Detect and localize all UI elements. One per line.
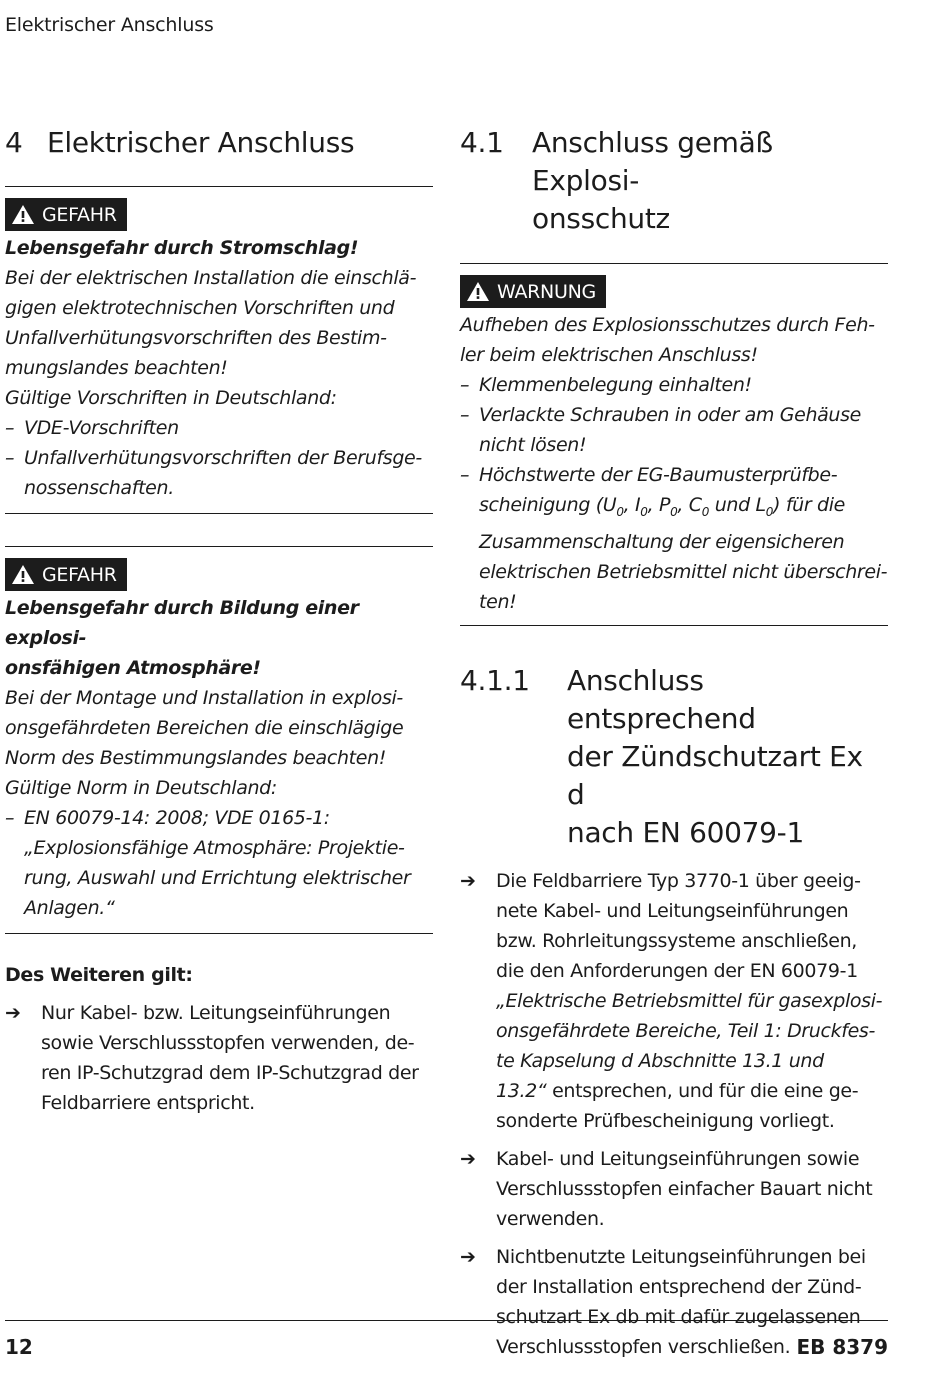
warning-badge (460, 275, 606, 308)
list-item: ➔ Die Feldbarriere Typ 3770-1 über geeig- nete Kabel- und Leitungseinführungen bzw. Rohrleitungssysteme anschließen, die den Anforderungen der EN 60079-1 „Elektrische Betriebsmittel für gasexplosi- onsgefährdete Bereiche, Teil 1: Druckfes- te Kapselung d Abschnitte 13.1 und 13.2“ entsprechen, und für die eine ge- sonderte Prüfbescheinigung vorliegt. (460, 866, 888, 1136)
arrow-icon: ➔ (5, 1002, 21, 1024)
divider (460, 625, 888, 626)
danger-text-line: gigen elektrotechnischen Vorschriften und (5, 297, 395, 319)
warning-notice (460, 264, 888, 617)
subsection-title: Anschluss entsprechend (567, 663, 756, 735)
divider (5, 1320, 888, 1321)
list-item: ➔ Nur Kabel- bzw. Leitungseinführungen sowie Verschlussstopfen verwenden, de- ren IP-Schutzgrad dem IP-Schutzgrad der Feldbarriere entspricht. (5, 998, 433, 1118)
dash-item: – Höchstwerte der EG-Baumusterprüfbe- scheinigung ($U_0$, $I_0$, $P_0$, $C_0$ und $L_0$) für die Zusammenschaltung der eigensicheren elektrischen Betriebsmittel nicht überschrei- ten! (460, 464, 888, 613)
section-number: 4 (5, 126, 23, 159)
danger-text-line: Bei der Montage und Installation in explosi- (5, 687, 403, 709)
danger-text-line: Norm des Bestimmungslandes beachten! (5, 747, 387, 769)
danger-headline: Lebensgefahr durch Stromschlag! (5, 237, 359, 259)
warning-triangle-icon (11, 204, 35, 225)
list-item: ➔ Kabel- und Leitungseinführungen sowie Verschlussstopfen einfacher Bauart nicht verwenden. (460, 1144, 888, 1234)
danger-badge (5, 198, 127, 231)
document-id: EB 8379 (796, 1335, 888, 1359)
danger-label: GEFAHR (42, 563, 117, 586)
dash-item: – Verlackte Schrauben in oder am Gehäuse nicht lösen! (460, 404, 862, 456)
warning-text-line: Aufheben des Explosionsschutzes durch Feh- (460, 314, 875, 336)
section-title: Elektrischer Anschluss (47, 126, 355, 159)
parameter-line: scheinigung ($U_0$, $I_0$, $P_0$, $C_0$ und $L_0$) für die (479, 494, 845, 519)
dash-item: – Unfallverhütungsvorschriften der Berufsge- nossenschaften. (5, 447, 422, 499)
danger-headline: onsfähigen Atmosphäre! (5, 657, 261, 679)
section-number: 4.1 (460, 126, 504, 159)
subsection-number: 4.1.1 (460, 663, 530, 697)
arrow-icon: ➔ (460, 1245, 476, 1268)
dash-item: – Klemmenbelegung einhalten! (460, 374, 752, 396)
danger-text-line: Unfallverhütungsvorschriften des Bestim- (5, 327, 387, 349)
page-number: 12 (5, 1335, 33, 1359)
subsection-title: der Zündschutzart Ex d (567, 739, 863, 811)
section-title: Anschluss gemäß Explosi- (532, 126, 773, 197)
right-column (460, 120, 888, 1362)
section-heading-4-1 (460, 124, 888, 238)
further-heading: Des Weiteren gilt: (5, 964, 193, 986)
danger-text-line: Gültige Vorschriften in Deutschland: (5, 387, 337, 409)
section-title: onsschutz (532, 202, 670, 235)
page-footer (5, 1320, 888, 1359)
warning-text-line: ler beim elektrischen Anschluss! (460, 344, 758, 366)
danger-text-line: Bei der elektrischen Installation die einschlä- (5, 267, 417, 289)
danger-notice-explosion (5, 547, 433, 923)
warning-label: WARNUNG (497, 280, 596, 303)
dash-item: – VDE-Vorschriften (5, 417, 179, 439)
running-header: Elektrischer Anschluss (5, 14, 214, 36)
left-column (5, 120, 433, 1118)
warning-triangle-icon (11, 564, 35, 585)
danger-text-line: mungslandes beachten! (5, 357, 228, 379)
arrow-icon: ➔ (460, 1147, 476, 1170)
dash-item: – EN 60079-14: 2008; VDE 0165-1: „Explosionsfähige Atmosphäre: Projektie- rung, Auswahl und Errichtung elektrischer Anlagen.“ (5, 807, 411, 919)
danger-badge (5, 558, 127, 591)
danger-text-line: Gültige Norm in Deutschland: (5, 777, 277, 799)
danger-headline: Lebensgefahr durch Bildung einer explosi- (5, 597, 359, 649)
section-heading-4 (5, 124, 433, 162)
divider (5, 513, 433, 514)
divider (5, 933, 433, 934)
arrow-icon: ➔ (460, 869, 476, 892)
subsection-heading-4-1-1 (460, 662, 888, 852)
danger-text-line: onsgefährdeten Bereichen die einschlägige (5, 717, 404, 739)
subsection-title: nach EN 60079-1 (567, 815, 804, 849)
danger-notice-electric (5, 187, 433, 503)
warning-triangle-icon (466, 281, 490, 302)
danger-label: GEFAHR (42, 203, 117, 226)
list-item: ➔ Nichtbenutzte Leitungseinführungen bei der Installation entsprechend der Zünd- schutzart Ex db mit dafür zugelassenen Verschlussstopfen verschließen. (460, 1242, 888, 1362)
